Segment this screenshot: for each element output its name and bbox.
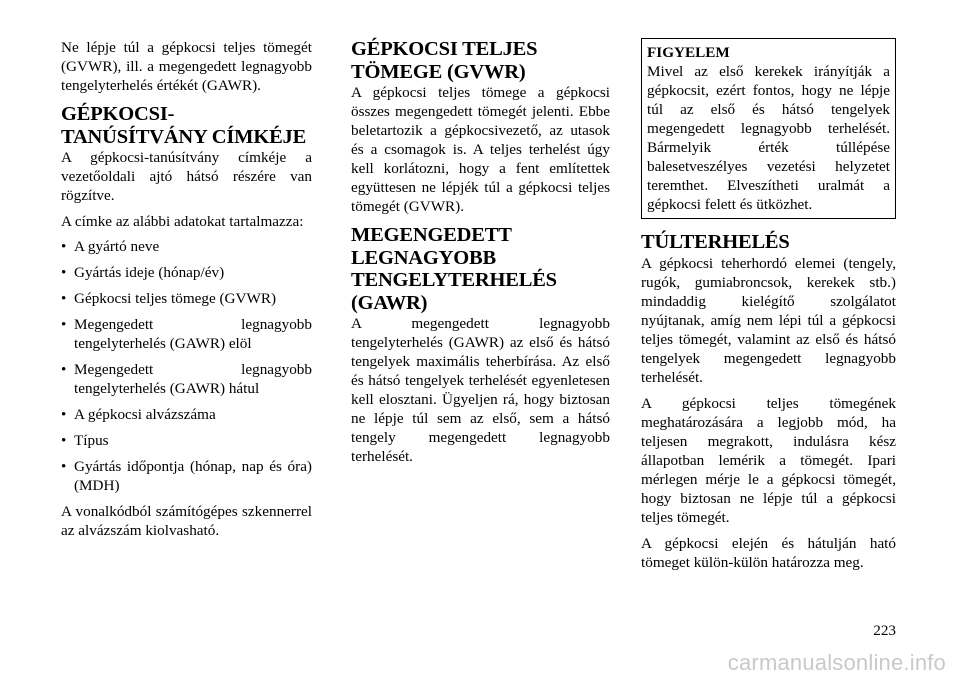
- overload-paragraph-3: A gépkocsi elején és hátulján ható tömeget külön-külön határozza meg.: [641, 534, 896, 571]
- bullet-icon: •: [61, 290, 67, 307]
- warning-box: [641, 38, 896, 219]
- list-item: • Gyártás ideje (hónap/év): [61, 264, 225, 281]
- label-contents-intro: A címke az alábbi adatokat tartalmazza:: [61, 213, 304, 230]
- intro-paragraph: Ne lépje túl a gépkocsi teljes tömegét (GVWR), ill. a megengedett legnagyobb tengelyterhelés értékét (GAWR).: [61, 39, 312, 94]
- overload-paragraph-1: A gépkocsi teherhordó elemei (tengely, rugók, gumiabroncsok, kerekek stb.) mindaddig kielégítő szolgálatot nyújtanak, amíg nem lépi túl a gépkocsi teljes tömegét, valamint az első és hátsó tengelyek megengedett legnagyobb terhelését.: [641, 254, 896, 386]
- bullet-icon: •: [61, 406, 67, 423]
- gvwr-heading: GÉPKOCSI TELJES TÖMEGE (GVWR): [351, 38, 538, 83]
- list-item: • A gépkocsi alvázszáma: [61, 406, 216, 423]
- list-item: • Megengedett legnagyobb tengelyterhelés (GAWR) elöl: [61, 316, 312, 352]
- page-number: 223: [873, 622, 896, 639]
- gvwr-paragraph: A gépkocsi teljes tömege a gépkocsi összes megengedett tömegét jelenti. Ebbe beletartozik a gépkocsivezető, az utasok és a csomagok is. A teljes terhelést úgy kell korlátozni, hogy a fent említettek együttesen ne lépjék túl a gépkocsi teljes tömegét (GVWR).: [351, 84, 610, 215]
- list-item: • Gépkocsi teljes tömege (GVWR): [61, 290, 277, 307]
- right-column: [641, 38, 896, 572]
- bullet-icon: •: [61, 264, 67, 281]
- bullet-icon: •: [61, 361, 67, 378]
- list-item: • A gyártó neve: [61, 238, 160, 255]
- middle-column: [351, 38, 610, 466]
- certificate-label-heading: GÉPKOCSI-TANÚSÍTVÁNY CÍMKÉJE: [61, 103, 307, 148]
- list-item: • Megengedett legnagyobb tengelyterhelés (GAWR) hátul: [61, 361, 312, 397]
- bullet-icon: •: [61, 238, 67, 255]
- gawr-heading: MEGENGEDETT LEGNAGYOBB TENGELYTERHELÉS (GAWR): [351, 224, 557, 314]
- list-item: • Típus: [61, 432, 109, 449]
- left-column: [61, 38, 312, 540]
- overload-heading: TÚLTERHELÉS: [641, 231, 790, 253]
- bullet-icon: •: [61, 432, 67, 449]
- gawr-paragraph: A megengedett legnagyobb tengelyterhelés (GAWR) az első és hátsó tengelyek maximális teherbírása. Az első és hátsó tengelyek terhelését egyenletesen kell elosztani. Ügyeljen rá, hogy biztosan ne lépje túl sem az első, sem a hátsó tengely megengedett legnagyobb terhelését.: [351, 315, 610, 465]
- list-item: • Gyártás időpontja (hónap, nap és óra) (MDH): [61, 458, 312, 494]
- warning-title: FIGYELEM: [647, 44, 730, 61]
- label-contents-list: [61, 237, 312, 495]
- warning-text: Mivel az első kerekek irányítják a gépkocsit, ezért fontos, hogy ne lépje túl az első és hátsó tengelyek megengedett legnagyobb terhelését. Bármelyik érték túllépése balesetveszélyes vezetési helyzetet teremthet. Elveszítheti uralmát a gépkocsi felett és ütközhet.: [647, 63, 890, 213]
- overload-paragraph-2: A gépkocsi teljes tömegének meghatározására a legjobb mód, ha teljesen megrakott, indulásra kész állapotban lemérik a tömegét. Ipari mérlegen mérje le a gépkocsi tömegét, hogy biztosan ne lépje túl a gépkocsi teljes tömegét.: [641, 394, 896, 526]
- bullet-icon: •: [61, 458, 67, 475]
- bullet-icon: •: [61, 316, 67, 333]
- barcode-paragraph: A vonalkódból számítógépes szkennerrel az alvázszám kiolvasható.: [61, 503, 312, 539]
- label-location-paragraph: A gépkocsi-tanúsítvány címkéje a vezetőoldali ajtó hátsó részére van rögzítve.: [61, 149, 312, 204]
- watermark-text: carmanualsonline.info: [727, 650, 946, 675]
